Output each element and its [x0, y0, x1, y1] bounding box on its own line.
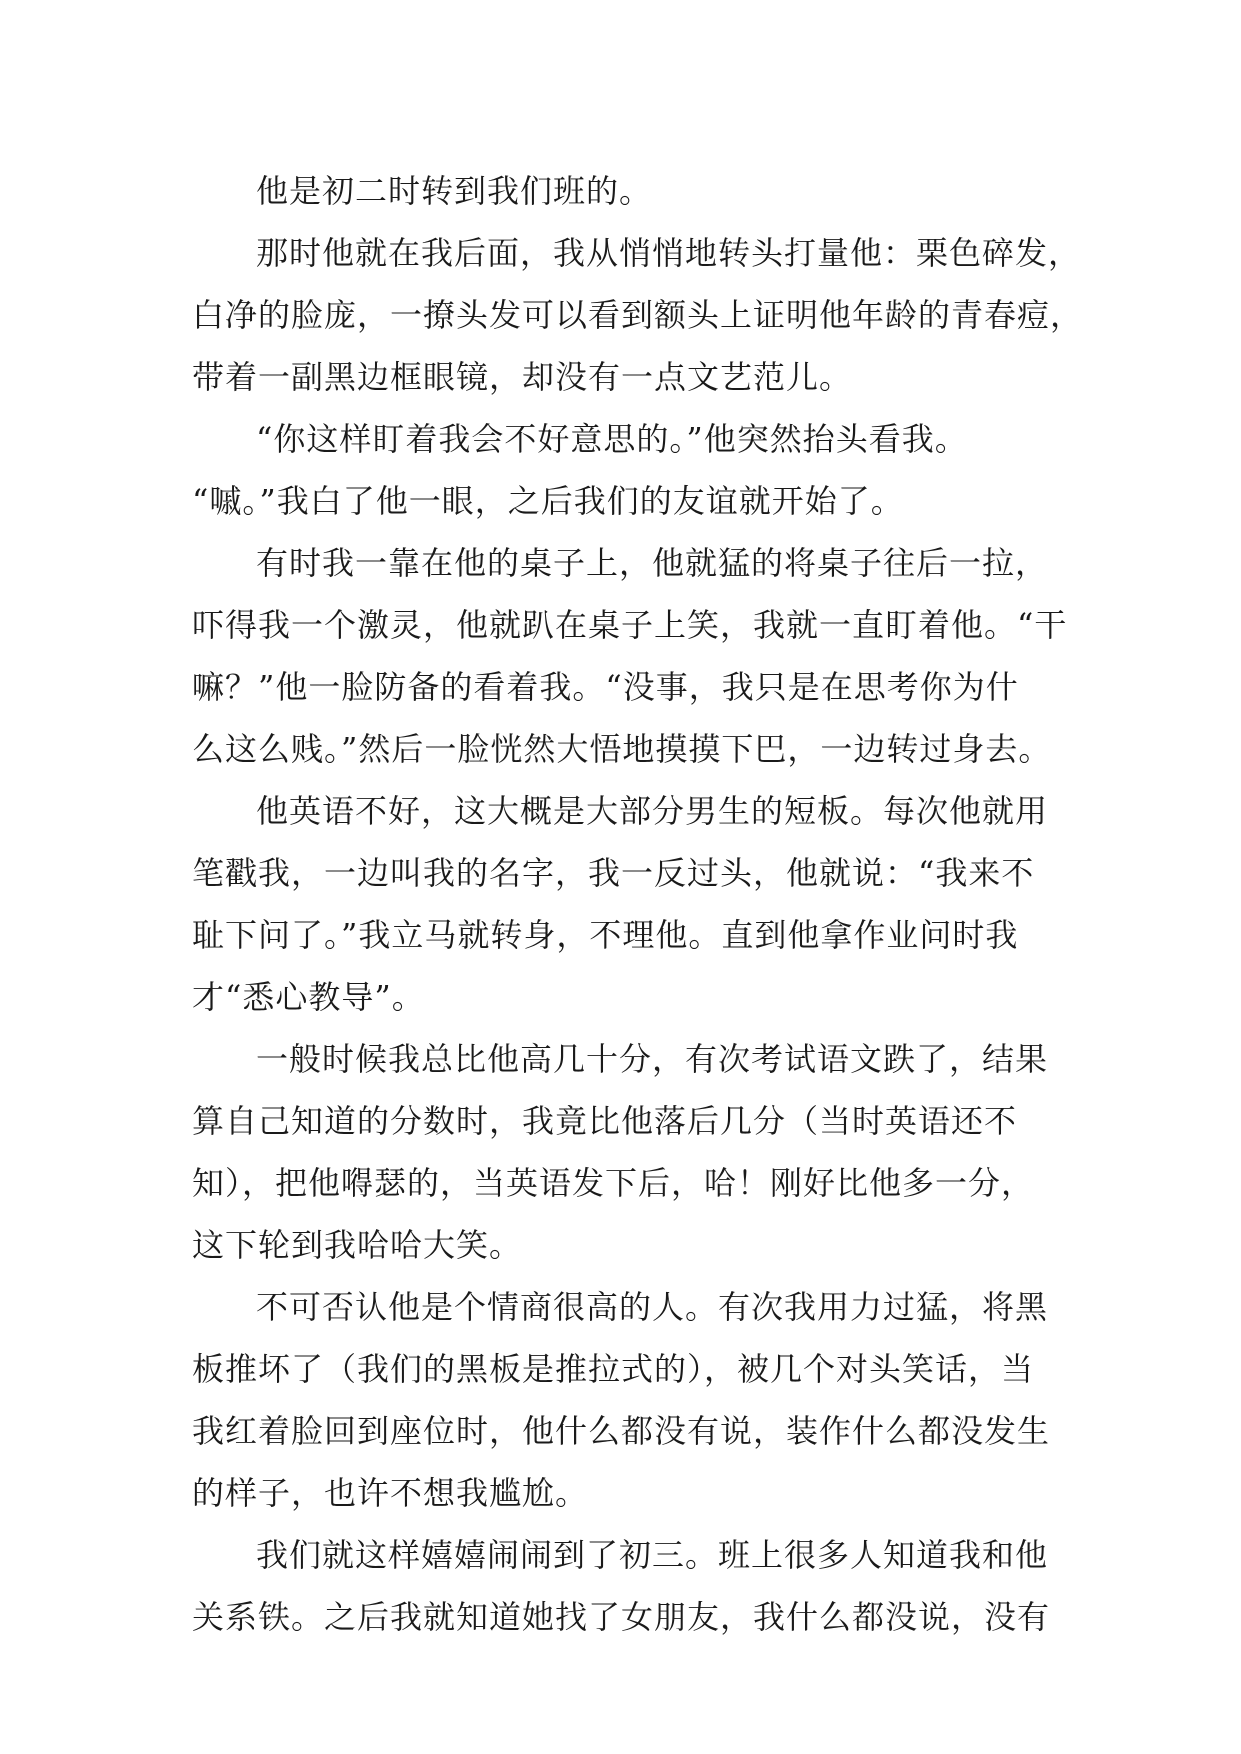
- document-body: [192, 160, 1092, 1648]
- text-line: 一般时候我总比他高几十分，有次考试语文跌了，结果: [256, 1040, 1049, 1078]
- text-line: “嘁。”我白了他一眼，之后我们的友谊就开始了。: [192, 482, 904, 520]
- text-line: 算自己知道的分数时，我竟比他落后几分（当时英语还不: [192, 1102, 1018, 1140]
- text-line: 关系铁。之后我就知道她找了女朋友，我什么都没说，没有: [192, 1598, 1051, 1636]
- text-line: 那时他就在我后面，我从悄悄地转头打量他：栗色碎发，: [256, 234, 1082, 272]
- text-line: 白净的脸庞，一撩头发可以看到额头上证明他年龄的青春痘，: [192, 296, 1084, 334]
- text-line: 他英语不好，这大概是大部分男生的短板。每次他就用: [256, 792, 1049, 830]
- text-line: 板推坏了（我们的黑板是推拉式的），被几个对头笑话，当: [192, 1350, 1035, 1388]
- text-line: 的样子，也许不想我尴尬。: [192, 1474, 589, 1512]
- text-line: 有时我一靠在他的桌子上，他就猛的将桌子往后一拉，: [256, 544, 1049, 582]
- text-line: 耻下问了。”我立马就转身，不理他。直到他拿作业问时我: [192, 916, 1019, 954]
- text-line: 这下轮到我哈哈大笑。: [192, 1226, 523, 1264]
- text-line: 嘛？”他一脸防备的看着我。“没事，我只是在思考你为什: [192, 668, 1019, 706]
- text-line: 笔戳我，一边叫我的名字，我一反过头，他就说：“我来不: [192, 854, 1035, 892]
- text-line: 我红着脸回到座位时，他什么都没有说，装作什么都没发生: [192, 1412, 1051, 1450]
- text-line: 我们就这样嬉嬉闹闹到了初三。班上很多人知道我和他: [256, 1536, 1049, 1574]
- text-line: 不可否认他是个情商很高的人。有次我用力过猛，将黑: [256, 1288, 1049, 1326]
- text-line: 知），把他嘚瑟的，当英语发下后，哈！刚好比他多一分，: [192, 1164, 1035, 1202]
- text-line: 么这么贱。”然后一脸恍然大悟地摸摸下巴，一边转过身去。: [192, 730, 1052, 768]
- text-line: “你这样盯着我会不好意思的。”他突然抬头看我。: [256, 420, 968, 458]
- text-line: 他是初二时转到我们班的。: [256, 172, 653, 210]
- text-line: 吓得我一个激灵，他就趴在桌子上笑，我就一直盯着他。“干: [192, 606, 1068, 644]
- text-line: 带着一副黑边框眼镜，却没有一点文艺范儿。: [192, 358, 853, 396]
- text-line: 才“悉心教导”。: [192, 978, 425, 1016]
